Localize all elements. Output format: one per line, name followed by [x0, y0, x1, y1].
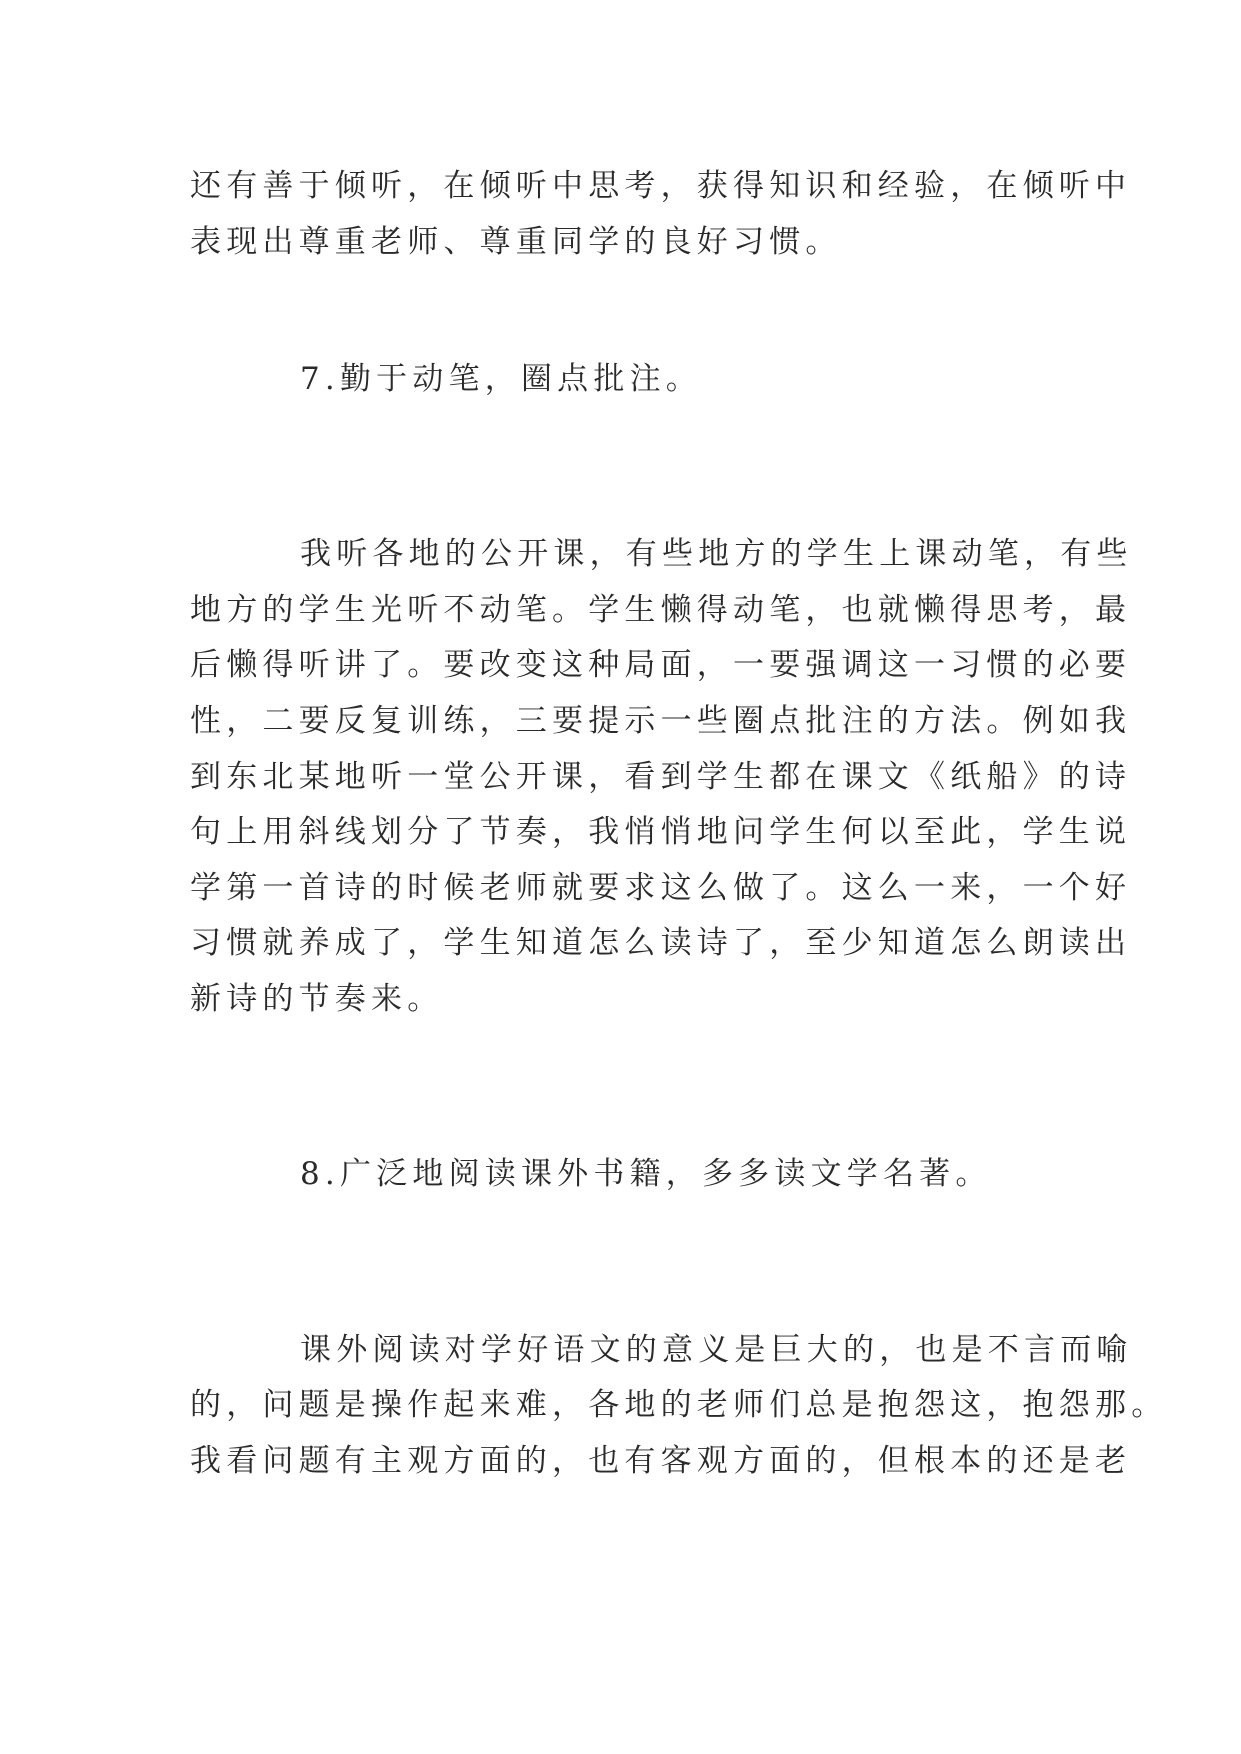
- text-line: 的，问题是操作起来难，各地的老师们总是抱怨这，抱怨那。: [190, 1387, 1168, 1423]
- text-line: 表现出尊重老师、尊重同学的良好习惯。: [190, 224, 842, 260]
- text-line: 习惯就养成了，学生知道怎么读诗了，至少知道怎么朗读出: [190, 925, 1132, 961]
- text-line: 句上用斜线划分了节奏，我悄悄地问学生何以至此，学生说: [190, 814, 1132, 850]
- text-line: 还有善于倾听，在倾听中思考，获得知识和经验，在倾听中: [190, 168, 1132, 204]
- text-line: 我看问题有主观方面的，也有客观方面的，但根本的还是老: [190, 1443, 1132, 1479]
- section-heading-8: 8.广泛地阅读课外书籍，多多读文学名著。: [300, 1156, 992, 1192]
- text-line: 新诗的节奏来。: [190, 981, 444, 1017]
- text-line: 我听各地的公开课，有些地方的学生上课动笔，有些: [300, 536, 1133, 572]
- text-line: 到东北某地听一堂公开课，看到学生都在课文《纸船》的诗: [190, 759, 1132, 795]
- text-line: 后懒得听讲了。要改变这种局面，一要强调这一习惯的必要: [190, 647, 1132, 683]
- text-line: 性，二要反复训练，三要提示一些圈点批注的方法。例如我: [190, 703, 1132, 739]
- text-line: 学第一首诗的时候老师就要求这么做了。这么一来，一个好: [190, 870, 1132, 906]
- text-line: 课外阅读对学好语文的意义是巨大的，也是不言而喻: [300, 1332, 1133, 1368]
- section-heading-7: 7.勤于动笔，圈点批注。: [300, 361, 702, 397]
- text-line: 地方的学生光听不动笔。学生懒得动笔，也就懒得思考，最: [190, 592, 1132, 628]
